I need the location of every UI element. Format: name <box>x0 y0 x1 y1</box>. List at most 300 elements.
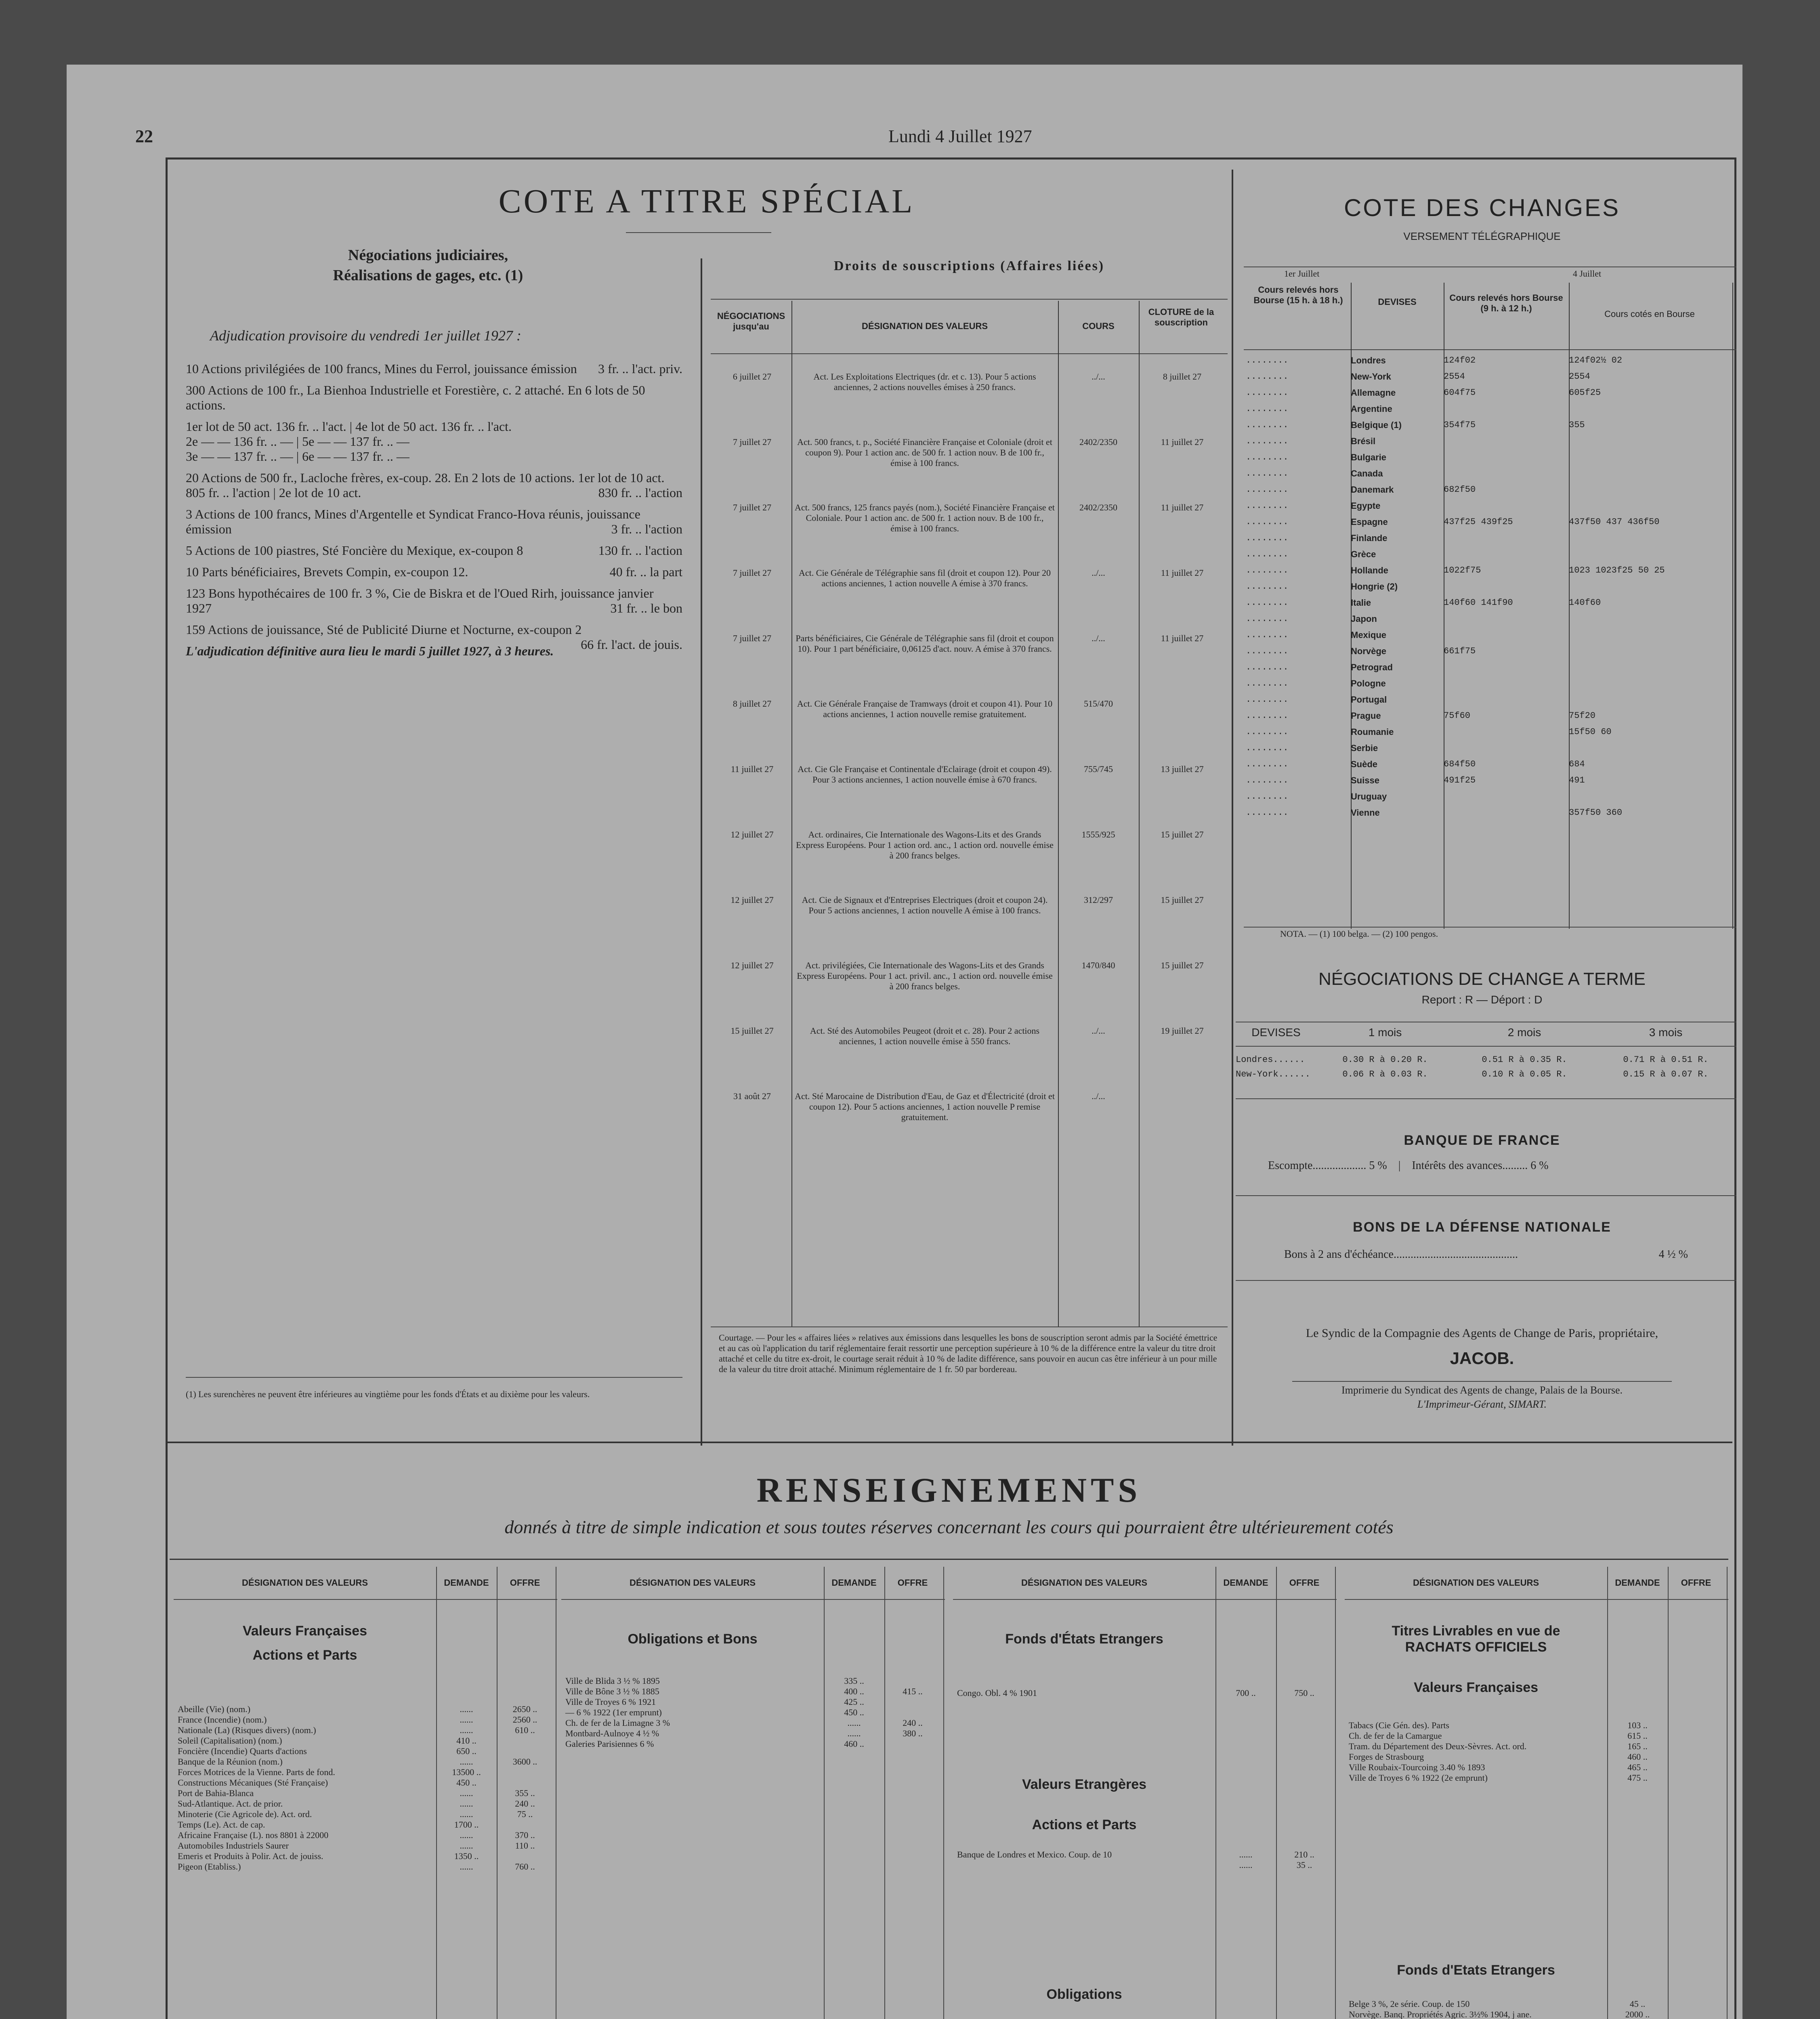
renseignements-cell: Banque de la Réunion (nom.) <box>178 1757 283 1767</box>
changes-cell-c1: ........ <box>1246 533 1289 543</box>
syndic-line: Le Syndic de la Compagnie des Agents de Change de Paris, propriétaire, <box>1306 1326 1658 1340</box>
changes-row <box>1246 549 1734 565</box>
droits-rule-head <box>711 353 1228 354</box>
renseignements-header-row <box>561 1567 945 1600</box>
droits-row <box>713 502 1226 568</box>
banque-title: BANQUE DE FRANCE <box>1404 1133 1560 1148</box>
changes-row <box>1246 695 1734 711</box>
changes-cell-dev: Japon <box>1351 614 1377 624</box>
droits-row <box>713 895 1226 960</box>
changes-cell-dev: Portugal <box>1351 695 1387 705</box>
renseignements-column <box>1345 1567 1728 2019</box>
changes-row <box>1246 517 1734 533</box>
renseignements-cell: ...... <box>460 1799 473 1809</box>
changes-cell-c2 <box>1444 630 1569 646</box>
changes-nota: NOTA. — (1) 100 belga. — (2) 100 pengos. <box>1280 929 1438 939</box>
renseignements-cell: ...... <box>460 1757 473 1767</box>
changes-cell-c2 <box>1444 404 1569 420</box>
renseignements-cell: 460 .. <box>1627 1752 1648 1762</box>
terme-cell: 0.10 R à 0.05 R. <box>1482 1069 1567 1079</box>
renseignements-cell: Temps (Le). Act. de cap. <box>178 1820 265 1830</box>
renseignements-cell: Ville de Blida 3 ½ % 1895 <box>565 1676 660 1686</box>
droits-rule-top <box>711 299 1228 300</box>
droits-cell-cours: ../... <box>1092 371 1105 382</box>
changes-cell-c2: 437f25 439f25 <box>1444 517 1513 527</box>
renseignements-cell: ...... <box>460 1862 473 1872</box>
terme-row <box>1236 1069 1736 1080</box>
renseignements-cell: Tram. du Département des Deux-Sèvres. Act. ord. <box>1349 1741 1527 1751</box>
renseignements-heading: Actions et Parts <box>252 1648 357 1663</box>
rule <box>1236 1098 1736 1099</box>
renseignements-cell: Montbard-Aulnoye 4 ½ % <box>565 1728 659 1738</box>
changes-cell-c2 <box>1444 468 1569 485</box>
renseignements-cell: 450 .. <box>456 1778 477 1788</box>
renseignements-cell <box>497 1736 553 1746</box>
changes-row <box>1246 808 1734 824</box>
escompte-label: Escompte <box>1268 1159 1313 1172</box>
droits-cell-neg: 31 août 27 <box>733 1091 771 1101</box>
changes-cell-c2 <box>1444 808 1569 824</box>
footnote-rule <box>186 1377 682 1378</box>
renseignements-cell: ...... <box>460 1725 473 1735</box>
renseignements-cell: Galeries Parisiennes 6 % <box>565 1739 654 1749</box>
changes-subtitle: VERSEMENT TÉLÉGRAPHIQUE <box>1403 230 1561 242</box>
col-line <box>824 1567 825 2019</box>
changes-cell-c2 <box>1444 452 1569 468</box>
renseignements-cell: Banque de Londres et Mexico. Coup. de 10 <box>957 1849 1112 1859</box>
renseignements-cell: — 6 % 1922 (1er emprunt) <box>565 1707 662 1717</box>
renseignements-cell: 165 .. <box>1627 1741 1648 1751</box>
renseignements-cell <box>1668 1752 1724 1762</box>
renseignements-cell: Forces Motrices de la Vienne. Parts de fond. <box>178 1767 335 1777</box>
adj-item: 5 Actions de 100 piastres, Sté Foncière du Mexique, ex-coupon 8 130 fr. .. l'action <box>186 543 682 558</box>
col1-header: Cours relevés hors Bourse (15 h. à 18 h.) <box>1253 285 1343 305</box>
renseignements-cell: Ch. de fer de la Camargue <box>1349 1731 1442 1741</box>
droits-row <box>713 633 1226 699</box>
changes-cell-c1: ........ <box>1246 662 1289 672</box>
changes-cell-c2 <box>1444 436 1569 452</box>
renseignements-cell: Minoterie (Cie Agricole de). Act. ord. <box>178 1809 312 1819</box>
renseignements-cell: ...... <box>460 1788 473 1798</box>
adj-item: 3 Actions de 100 francs, Mines d'Argentelle et Syndicat Franco-Hova réunis, jouissance émission 3 fr. .. l'action <box>186 507 682 536</box>
col-line <box>1668 1567 1669 2019</box>
imprimerie: Imprimerie du Syndicat des Agents de change, Palais de la Bourse. <box>1341 1384 1623 1396</box>
changes-cell-c3 <box>1569 485 1730 501</box>
droits-row <box>713 1091 1226 1156</box>
changes-row <box>1246 581 1734 598</box>
droits-cell-clot: 15 juillet 27 <box>1161 895 1204 905</box>
bons-value: 4 ½ % <box>1658 1248 1688 1261</box>
renseignements-col-header: DEMANDE <box>444 1578 489 1588</box>
courtage-rule <box>711 1326 1228 1327</box>
renseignements-row <box>561 1697 941 1707</box>
renseignements-cell: Ch. de fer de la Limagne 3 % <box>565 1718 670 1728</box>
droits-cell-des: Act. Cie Gle Française et Continentale d'Eclairage (droit et coupon 49). Pour 3 actions anciennes, 1 action nouvelle émise à 670 francs. <box>798 764 1052 785</box>
droits-cell-cours: 2402/2350 <box>1079 502 1118 512</box>
renseignements-row <box>174 1841 553 1851</box>
renseignements-cell: ...... <box>1239 1860 1253 1870</box>
renseignements-cell: 110 .. <box>515 1841 535 1851</box>
changes-cell-c1: ........ <box>1246 695 1289 705</box>
droits-cell-clot: 8 juillet 27 <box>1163 371 1202 382</box>
droits-cell-clot: 13 juillet 27 <box>1161 764 1204 774</box>
renseignements-cell: 615 .. <box>1627 1731 1648 1741</box>
droits-cell-clot: 11 juillet 27 <box>1161 568 1204 578</box>
renseignements-cell: 465 .. <box>1627 1762 1648 1772</box>
rule <box>1236 1195 1736 1196</box>
renseignements-cell: Forges de Strasbourg <box>1349 1752 1424 1762</box>
changes-cell-c3: 75f20 <box>1569 711 1596 721</box>
changes-cell-c2: 661f75 <box>1444 646 1476 656</box>
renseignements-cell <box>497 1746 553 1757</box>
droits-cell-des: Act. ordinaires, Cie Internationale des Wagons-Lits et des Grands Express Européens. Pour 1 action ord. anc., 1 action ord. nouvelle émise à 200 francs belges. <box>796 829 1054 860</box>
renseignements-cell <box>953 1860 1215 1870</box>
changes-cell-c3 <box>1569 549 1730 565</box>
renseignements-cell: Belge 3 %, 2e série. Coup. de 150 <box>1349 1999 1470 2009</box>
renseignements-row <box>561 1739 941 1749</box>
droits-cell-des: Act. Les Exploitations Electriques (dr. et c. 13). Pour 5 actions anciennes, 2 actions nouvelles émises à 250 francs. <box>813 371 1036 392</box>
rule <box>1236 1280 1736 1281</box>
droits-cell-clot: 11 juillet 27 <box>1161 437 1204 447</box>
changes-cell-c2 <box>1444 727 1569 743</box>
renseignements-cell: Africaine Française (L). nos 8801 à 22000 <box>178 1830 329 1840</box>
changes-row <box>1246 711 1734 727</box>
changes-cell-c2 <box>1444 614 1569 630</box>
changes-cell-dev: Mexique <box>1351 630 1387 640</box>
renseignements-cell: 460 .. <box>844 1739 864 1749</box>
droits-cell-cours: ../... <box>1092 568 1105 578</box>
changes-cell-c3 <box>1569 695 1730 711</box>
renseignements-cell: Tabacs (Cie Gén. des). Parts <box>1349 1720 1449 1730</box>
renseignements-cell <box>1668 1773 1724 1783</box>
changes-cell-c3 <box>1569 533 1730 549</box>
changes-cell-dev: Canada <box>1351 468 1383 479</box>
changes-cell-c2 <box>1444 501 1569 517</box>
col-line <box>1276 1567 1277 2019</box>
renseignements-cell: Emeris et Produits à Polir. Act. de jouiss. <box>178 1851 323 1861</box>
droits-cell-des: Act. privilégiées, Cie Internationale des Wagons-Lits et des Grands Express Européens. Pour 1 act. privil. anc., 1 action ord. nouvelle émise à 200 francs belges. <box>797 960 1053 991</box>
droits-row <box>713 371 1226 437</box>
changes-cell-dev: Allemagne <box>1351 388 1396 398</box>
renseignements-cell: ...... <box>847 1718 861 1728</box>
changes-cell-c1: ........ <box>1246 388 1289 398</box>
bons-line: Bons à 2 ans d'échéance............................................ 4 ½ % <box>1284 1248 1688 1261</box>
adjudication-final: L'adjudication définitive aura lieu le mardi 5 juillet 1927, à 3 heures. <box>186 644 554 658</box>
changes-row <box>1246 775 1734 791</box>
droits-cell-des: Act. 500 francs, 125 francs payés (nom.), Société Financière Française et Coloniale. Pour 1 action anc. de 500 fr. 1 action nouv. B de 100 fr., émise à 100 francs. <box>795 502 1055 533</box>
col-cours-header: COURS <box>1082 321 1115 331</box>
droits-cell-des: Parts bénéficiaires, Cie Générale de Télégraphie sans fil (droit et coupon 10). Pour 1 part bénéficiaire, 0,06125 d'act. nouv. A émise à 370 francs. <box>796 633 1054 654</box>
droits-cell-neg: 7 juillet 27 <box>733 568 772 578</box>
renseignements-cell: 650 .. <box>456 1746 477 1756</box>
changes-row <box>1246 759 1734 775</box>
changes-cell-c1: ........ <box>1246 759 1289 769</box>
changes-cell-c2 <box>1444 549 1569 565</box>
changes-cell-c1: ........ <box>1246 485 1289 495</box>
renseignements-cell: Port de Bahia-Blanca <box>178 1788 254 1798</box>
renseignements-row <box>1345 1773 1724 1783</box>
changes-cell-c3: 357f50 360 <box>1569 808 1623 818</box>
renseignements-cell: 210 .. <box>1294 1849 1314 1859</box>
renseignements-col-header: DÉSIGNATION DES VALEURS <box>1413 1578 1539 1588</box>
renseignements-cell: 450 .. <box>844 1707 864 1717</box>
droits-cell-cours: ../... <box>1092 633 1105 643</box>
changes-rows <box>1246 355 1734 824</box>
changes-cell-dev: Londres <box>1351 355 1386 365</box>
droits-cell-cours: 755/745 <box>1083 764 1113 774</box>
renseignements-row <box>174 1799 553 1809</box>
changes-cell-dev: Hollande <box>1351 565 1388 575</box>
droits-cell-des: Act. Sté Marocaine de Distribution d'Eau, de Gaz et d'Électricité (droit et coupon 12). Pour 5 actions anciennes, 1 action nouvelle P remise gratuitement. <box>795 1091 1055 1122</box>
renseignements-cell: 35 .. <box>1296 1860 1312 1870</box>
renseignements-cell <box>497 1778 553 1788</box>
changes-cell-c3 <box>1569 436 1730 452</box>
changes-cell-c2: 1022f75 <box>1444 565 1481 575</box>
renseignements-header-row <box>1345 1567 1728 1600</box>
col-line <box>943 1567 944 2019</box>
renseignements-row <box>174 1757 553 1767</box>
renseignements-row <box>174 1809 553 1820</box>
changes-cell-c1: ........ <box>1246 420 1289 430</box>
renseignements-column <box>174 1567 557 2019</box>
changes-cell-c2: 2554 <box>1444 371 1465 382</box>
changes-cell-dev: Belgique (1) <box>1351 420 1402 430</box>
droits-cell-neg: 12 juillet 27 <box>731 895 774 905</box>
changes-cell-c2: 124f02 <box>1444 355 1476 365</box>
droits-cell-des: Act. Cie de Signaux et d'Entreprises Electriques (droit et coupon 24). Pour 5 actions anciennes, 1 action nouvelle A émise à 100 francs. <box>802 895 1048 915</box>
droits-cell-clot <box>1139 699 1226 764</box>
col-des-header: DÉSIGNATION DES VALEURS <box>861 321 988 331</box>
renseignements-cell <box>1668 1999 1724 2009</box>
renseignements-cell: ...... <box>460 1830 473 1840</box>
changes-row <box>1246 646 1734 662</box>
droits-cell-cours: 1470/840 <box>1081 960 1115 970</box>
changes-cell-dev: Petrograd <box>1351 662 1393 672</box>
droits-cell-neg: 7 juillet 27 <box>733 502 772 512</box>
renseignements-row <box>1345 1731 1724 1741</box>
adj-item: 300 Actions de 100 fr., La Bienhoa Industrielle et Forestière, c. 2 attaché. En 6 lots de 50 actions. <box>186 383 645 412</box>
changes-cell-dev: Egypte <box>1351 501 1381 511</box>
renseignements-cell: 240 .. <box>515 1799 535 1809</box>
changes-cell-c3 <box>1569 501 1730 517</box>
divider-right <box>1232 170 1233 1446</box>
droits-cell-neg: 8 juillet 27 <box>733 699 772 709</box>
changes-cell-c2 <box>1444 662 1569 678</box>
droits-cell-des: Act. 500 francs, t. p., Société Financière Française et Coloniale (droit et coupon 9). Pour 1 action anc. de 500 fr. 1 action nouv. B de 100 fr., émise à 100 francs. <box>797 437 1052 468</box>
rule <box>170 1559 1728 1560</box>
renseignements-cell <box>884 1676 941 1686</box>
col-dev-header: DEVISES <box>1378 297 1417 307</box>
renseignements-row <box>561 1728 941 1739</box>
title-rule <box>626 232 771 233</box>
changes-cell-c3: 684 <box>1569 759 1585 769</box>
changes-cell-c3 <box>1569 404 1730 420</box>
cote-titre-title: COTE A TITRE SPÉCIAL <box>498 183 915 220</box>
changes-cell-c1: ........ <box>1246 371 1289 382</box>
renseignements-cell: 400 .. <box>844 1686 864 1696</box>
renseignements-cell: ...... <box>847 1728 861 1738</box>
changes-cell-c3: 2554 <box>1569 371 1590 382</box>
changes-cell-c3 <box>1569 581 1730 598</box>
changes-cell-c1: ........ <box>1246 678 1289 688</box>
syndic-name: JACOB. <box>1450 1349 1514 1368</box>
adj-item: 1er lot de 50 act. 136 fr. .. l'act. | 4e lot de 50 act. 136 fr. .. l'act. <box>186 419 512 434</box>
renseignements-cell: Abeille (Vie) (nom.) <box>178 1704 251 1714</box>
gerant: L'Imprimeur-Gérant, SIMART. <box>1417 1398 1547 1410</box>
renseignements-heading: Fonds d'Etats Etrangers <box>1397 1962 1555 1978</box>
changes-cell-c3: 15f50 60 <box>1569 727 1612 737</box>
changes-cell-c2 <box>1444 791 1569 808</box>
renseignements-cell: 475 .. <box>1627 1773 1648 1783</box>
droits-row <box>713 1026 1226 1091</box>
droits-cell-neg: 7 juillet 27 <box>733 437 772 447</box>
renseignements-row <box>174 1830 553 1841</box>
renseignements-cell: ...... <box>460 1841 473 1851</box>
droits-cell-des: Act. Sté des Automobiles Peugeot (droit et c. 28). Pour 2 actions anciennes, 1 action nouvelle émise à 550 francs. <box>810 1026 1040 1046</box>
renseignements-col-header: OFFRE <box>897 1578 928 1588</box>
droits-row <box>713 568 1226 633</box>
terme-row <box>1236 1055 1736 1065</box>
changes-cell-c1: ........ <box>1246 549 1289 559</box>
droits-cell-neg: 6 juillet 27 <box>733 371 772 382</box>
adj-item: 123 Bons hypothécaires de 100 fr. 3 %, Cie de Biskra et de l'Oued Rirh, jouissance janvier 1927 31 fr. .. le bon <box>186 586 682 615</box>
renseignements-cell <box>884 1707 941 1718</box>
changes-cell-dev: Italie <box>1351 598 1371 608</box>
changes-cell-dev: Suisse <box>1351 775 1379 785</box>
renseignements-cell: Congo. Obl. 4 % 1901 <box>957 1688 1037 1698</box>
changes-cell-c2: 75f60 <box>1444 711 1471 721</box>
droits-cell-neg: 11 juillet 27 <box>731 764 774 774</box>
changes-cell-dev: Espagne <box>1351 517 1388 527</box>
rule <box>1244 927 1736 928</box>
droits-cell-neg: 12 juillet 27 <box>731 829 774 840</box>
divider-left <box>701 258 702 1446</box>
renseignements-heading: Obligations et Bons <box>628 1631 758 1647</box>
changes-cell-dev: Prague <box>1351 711 1381 721</box>
droits-cell-cours: ../... <box>1092 1026 1105 1036</box>
rule <box>1244 349 1736 350</box>
renseignements-cell: Constructions Mécaniques (Sté Française) <box>178 1778 328 1788</box>
neg-title-1: Négociations judiciaires, <box>348 247 508 264</box>
changes-cell-c2 <box>1444 581 1569 598</box>
renseignements-column <box>561 1567 945 2019</box>
changes-cell-c1: ........ <box>1246 614 1289 624</box>
renseignements-cell: 380 .. <box>903 1728 923 1738</box>
droits-cell-clot: 15 juillet 27 <box>1161 960 1204 970</box>
adj-item: 3e — — 137 fr. .. — | 6e — — 137 fr. .. — <box>186 449 409 464</box>
terme-col: 3 mois <box>1649 1026 1683 1039</box>
renseignements-title: RENSEIGNEMENTS <box>756 1471 1142 1509</box>
adjudication-list <box>186 361 682 659</box>
renseignements-row <box>174 1862 553 1872</box>
changes-cell-dev: Norvège <box>1351 646 1387 656</box>
changes-cell-c1: ........ <box>1246 468 1289 479</box>
droits-cell-clot: 15 juillet 27 <box>1161 829 1204 840</box>
renseignements-heading: RACHATS OFFICIELS <box>1405 1639 1547 1655</box>
renseignements-cell <box>884 1739 941 1749</box>
changes-cell-c2: 604f75 <box>1444 388 1476 398</box>
renseignements-cell: 75 .. <box>517 1809 533 1819</box>
changes-cell-c3 <box>1569 646 1730 662</box>
droits-title: Droits de souscriptions (Affaires liées) <box>833 258 1105 273</box>
droits-row <box>713 960 1226 1026</box>
changes-row <box>1246 404 1734 420</box>
renseignements-cell: 103 .. <box>1627 1720 1648 1730</box>
changes-cell-c1: ........ <box>1246 565 1289 575</box>
terme-sub: Report : R — Déport : D <box>1421 993 1543 1006</box>
renseignements-cell <box>884 1697 941 1707</box>
droits-cell-cours: 312/297 <box>1083 895 1113 905</box>
adj-item: 10 Actions privilégiées de 100 francs, Mines du Ferrol, jouissance émission 3 fr. .. l'act. priv. <box>186 361 682 376</box>
changes-cell-dev: Danemark <box>1351 485 1394 495</box>
renseignements-col-header: DÉSIGNATION DES VALEURS <box>629 1578 756 1588</box>
changes-cell-c1: ........ <box>1246 581 1289 592</box>
adj-item: 20 Actions de 500 fr., Lacloche frères, ex-coup. 28. En 2 lots de 10 actions. 1er lot de 10 act. 805 fr. .. l'action | 2e lot de 10 act. 830 fr. .. l'action <box>186 470 682 500</box>
terme-col: DEVISES <box>1251 1026 1301 1039</box>
renseignements-cell: 760 .. <box>515 1862 535 1872</box>
terme-cell: Londres...... <box>1236 1055 1305 1065</box>
renseignements-cell <box>1668 1720 1724 1731</box>
renseignements-heading: Valeurs Françaises <box>242 1623 367 1639</box>
renseignements-row <box>561 1686 941 1697</box>
renseignements-row <box>1345 1752 1724 1762</box>
changes-cell-c3: 124f02½ 02 <box>1569 355 1623 365</box>
renseignements-cell: 415 .. <box>903 1686 923 1696</box>
renseignements-cell <box>497 1767 553 1778</box>
renseignements-cell <box>497 1820 553 1830</box>
date2: 4 Juillet <box>1572 269 1602 279</box>
renseignements-cell: 335 .. <box>844 1676 864 1686</box>
renseignements-cell: Foncière (Incendie) Quarts d'actions <box>178 1746 307 1756</box>
renseignements-cell: Soleil (Capitalisation) (nom.) <box>178 1736 282 1746</box>
renseignements-row <box>1345 2009 1724 2019</box>
renseignements-row <box>561 1676 941 1686</box>
renseignements-row <box>1345 1999 1724 2009</box>
renseignements-cell: Ville de Bône 3 ½ % 1885 <box>565 1686 659 1696</box>
droits-cell-des: Act. Cie Générale de Télégraphie sans fil (droit et coupon 12). Pour 20 actions anciennes, 1 action nouvelle A émise à 370 francs. <box>799 568 1051 588</box>
terme-header-row <box>1236 1026 1736 1047</box>
changes-cell-c1: ........ <box>1246 791 1289 802</box>
droits-cell-neg: 7 juillet 27 <box>733 633 772 643</box>
changes-cell-c1: ........ <box>1246 630 1289 640</box>
changes-cell-c1: ........ <box>1246 404 1289 414</box>
col-line <box>1335 1567 1336 2019</box>
terme-cell: 0.06 R à 0.03 R. <box>1342 1069 1428 1079</box>
changes-cell-c2: 491f25 <box>1444 775 1476 785</box>
changes-cell-c3: 605f25 <box>1569 388 1601 398</box>
renseignements-row <box>953 1688 1333 1698</box>
changes-row <box>1246 420 1734 436</box>
changes-cell-c3 <box>1569 614 1730 630</box>
changes-cell-c1: ........ <box>1246 727 1289 737</box>
renseignements-cell: Automobiles Industriels Saurer <box>178 1841 289 1851</box>
changes-row <box>1246 436 1734 452</box>
changes-cell-c1: ........ <box>1246 598 1289 608</box>
changes-cell-dev: Finlande <box>1351 533 1388 543</box>
changes-cell-dev: New-York <box>1351 371 1391 382</box>
changes-cell-dev: Brésil <box>1351 436 1376 446</box>
renseignements-cell: 2650 .. <box>512 1704 537 1714</box>
renseignements-cell: 240 .. <box>903 1718 923 1728</box>
renseignements-cell: 700 .. <box>1236 1688 1256 1698</box>
escompte-value: 5 % <box>1369 1159 1387 1172</box>
renseignements-cell: 410 .. <box>456 1736 477 1746</box>
droits-rows <box>713 371 1226 1156</box>
rule <box>1292 1381 1672 1382</box>
renseignements-heading: Titres Livrables en vue de <box>1392 1623 1560 1639</box>
terme-col: 2 mois <box>1507 1026 1541 1039</box>
changes-cell-c2: 140f60 141f90 <box>1444 598 1513 608</box>
